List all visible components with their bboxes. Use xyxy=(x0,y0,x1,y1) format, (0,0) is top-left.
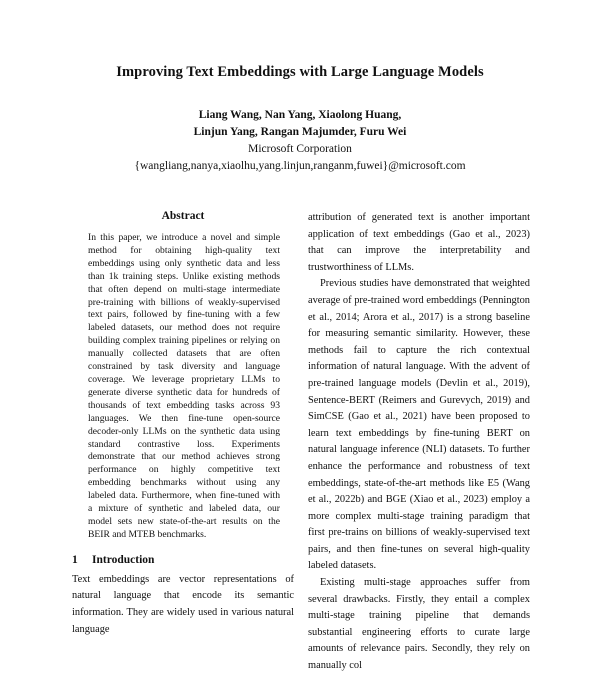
intro-paragraph: Text embeddings are vector representations of natural language that encode its semantic information. They are widely used in various natural language xyxy=(72,573,294,635)
affiliation: Microsoft Corporation xyxy=(248,143,352,155)
abstract-text: In this paper, we introduce a novel and simple method for obtaining high-quality text embeddings using only synthetic data and less than 1k training steps. Unlike existing methods that often depend on multi-stage intermediate pre-training with billions of weakly-supervised text pairs, followed by fine-tuning with a few labeled datasets, our method does not require building complex training pipelines or relying on manually collected datasets that are often constrained by task diversity and language coverage. We leverage proprietary LLMs to generate diverse synthetic data for hundreds of thousands of text embedding tasks across 93 languages. We then fine-tune open-source decoder-only LLMs on the synthetic data using standard contrastive loss. Experiments demonstrate that our method achieves strong performance on highly competitive text embedding benchmarks without using any labeled data. Furthermore, when fine-tuned with a mixture of synthetic and labeled data, our model sets new state-of-the-art results on the BEIR and MTEB benchmarks. xyxy=(88,232,280,540)
author-emails: {wangliang,nanya,xiaolhu,yang.linjun,ranganm,fuwei}@microsoft.com xyxy=(134,160,466,172)
intro-section-number: 1 xyxy=(72,553,78,566)
authors-line-2: Linjun Yang, Rangan Majumder, Furu Wei xyxy=(193,126,407,138)
right-paragraph-3: Existing multi-stage approaches suffer from several drawbacks. Firstly, they entail a complex multi-stage training pipeline that demands substantial engineering efforts to curate large amounts of relevance pairs. Secondly, they rely on manually col xyxy=(308,577,530,672)
abstract-heading: Abstract xyxy=(161,210,205,222)
intro-heading xyxy=(72,554,294,566)
paper-title: Improving Text Embeddings with Large Language Models xyxy=(116,64,484,80)
authors-line-1: Liang Wang, Nan Yang, Xiaolong Huang, xyxy=(198,109,402,121)
author-block xyxy=(0,107,600,175)
left-column xyxy=(72,210,294,638)
right-paragraph-2: Previous studies have demonstrated that weighted average of pre-trained word embeddings (Pennington et al., 2014; Arora et al., 2017) is a strong baseline for measuring semantic similarity. However, these methods fail to capture the rich contextual information of natural language. With the advent of pre-trained language models (Devlin et al., 2019), Sentence-BERT (Reimers and Gurevych, 2019) and SimCSE (Gao et al., 2021) have been proposed to learn text embeddings by fine-tuning BERT on natural language inference (NLI) datasets. To further enhance the performance and robustness of text embeddings, state-of-the-art methods like E5 (Wang et al., 2022b) and BGE (Xiao et al., 2023) employ a more complex multi-stage training paradigm that first pre-trains on billions of weakly-supervised text pairs, and then fine-tunes on several high-quality labeled datasets. xyxy=(308,278,530,572)
right-paragraph-1: attribution of generated text is another important application of text embeddings (Gao et al., 2023) that can improve the interpretability and trustworthiness of LLMs. xyxy=(308,212,530,273)
right-column xyxy=(308,210,530,675)
intro-section-title: Introduction xyxy=(92,553,155,566)
